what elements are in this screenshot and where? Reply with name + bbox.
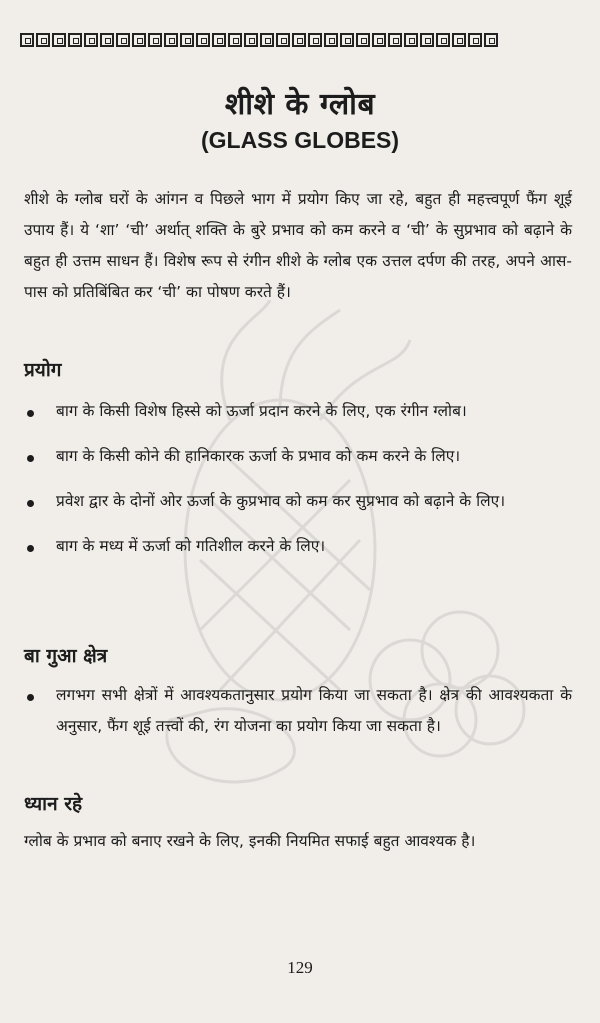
bullet-icon [27,455,34,462]
border-pattern-square [148,33,162,47]
border-pattern-square [388,33,402,47]
border-pattern-square [116,33,130,47]
border-pattern-square [100,33,114,47]
border-pattern-square [372,33,386,47]
border-pattern-square [196,33,210,47]
border-pattern-square [20,33,34,47]
border-pattern-square [452,33,466,47]
border-pattern-square [212,33,226,47]
border-pattern-square [420,33,434,47]
border-pattern-square [468,33,482,47]
note-heading: ध्यान रहे [24,793,83,815]
decorative-border [20,33,558,49]
page-number: 129 [287,958,313,977]
border-pattern-square [84,33,98,47]
note-paragraph: ग्लोब के प्रभाव को बनाए रखने के लिए, इनकी नियमित सफाई बहुत आवश्यक है। [24,832,476,850]
border-pattern-square [36,33,50,47]
border-pattern-square [164,33,178,47]
page-title-hindi: शीशे के ग्लोब [224,87,376,122]
border-pattern-square [356,33,370,47]
border-pattern-square [228,33,242,47]
list-item-text: बाग के किसी कोने की हानिकारक ऊर्जा के प्रभाव को कम करने के लिए। [56,447,461,465]
page-title-english: (GLASS GLOBES) [200,127,400,153]
border-pattern-square [52,33,66,47]
border-pattern-square [276,33,290,47]
border-pattern-square [68,33,82,47]
usage-heading: प्रयोग [24,359,62,381]
list-item [24,680,572,742]
list-item-text: बाग के मध्य में ऊर्जा को गतिशील करने के लिए। [56,537,326,555]
bagua-list [24,680,572,742]
bullet-icon [27,694,34,701]
border-pattern-square [180,33,194,47]
border-pattern-square [436,33,450,47]
border-pattern-square [484,33,498,47]
border-pattern-square [292,33,306,47]
border-pattern-square [132,33,146,47]
bullet-icon [27,410,34,417]
bullet-icon [27,500,34,507]
border-pattern-square [404,33,418,47]
bullet-icon [27,545,34,552]
border-pattern-square [324,33,338,47]
border-pattern-square [340,33,354,47]
list-item-text: प्रवेश द्वार के दोनों ओर ऊर्जा के कुप्रभाव को कम कर सुप्रभाव को बढ़ाने के लिए। [56,492,506,510]
list-item-text: बाग के किसी विशेष हिस्से को ऊर्जा प्रदान करने के लिए, एक रंगीन ग्लोब। [56,402,467,420]
usage-list [24,396,572,576]
list-item [24,486,572,517]
border-pattern-square [260,33,274,47]
border-pattern-square [244,33,258,47]
border-pattern-square [308,33,322,47]
list-item-text: लगभग सभी क्षेत्रों में आवश्यकतानुसार प्रयोग किया जा सकता है। क्षेत्र की आवश्यकता के अनुसार, फैंग शूई तत्त्वों की, रंग योजना का प्रयोग किया जा सकता है। [56,686,572,735]
list-item [24,531,572,562]
intro-paragraph: शीशे के ग्लोब घरों के आंगन व पिछले भाग में प्रयोग किए जा रहे, बहुत ही महत्त्वपूर्ण फैंग शूई उपाय हैं। ये ‘शा’ ‘ची’ अर्थात् शक्ति के बुरे प्रभाव को कम करने व ‘ची’ के सुप्रभाव को बढ़ाने के बहुत ही उत्तम साधन हैं। विशेष रूप से रंगीन शीशे के ग्लोब एक उत्तल दर्पण की तरह, अपने आस-पास को प्रतिबिंबित कर ‘ची’ का पोषण करते हैं। [24,190,572,301]
list-item [24,441,572,472]
bagua-heading: बा गुआ क्षेत्र [24,645,108,667]
list-item [24,396,572,427]
